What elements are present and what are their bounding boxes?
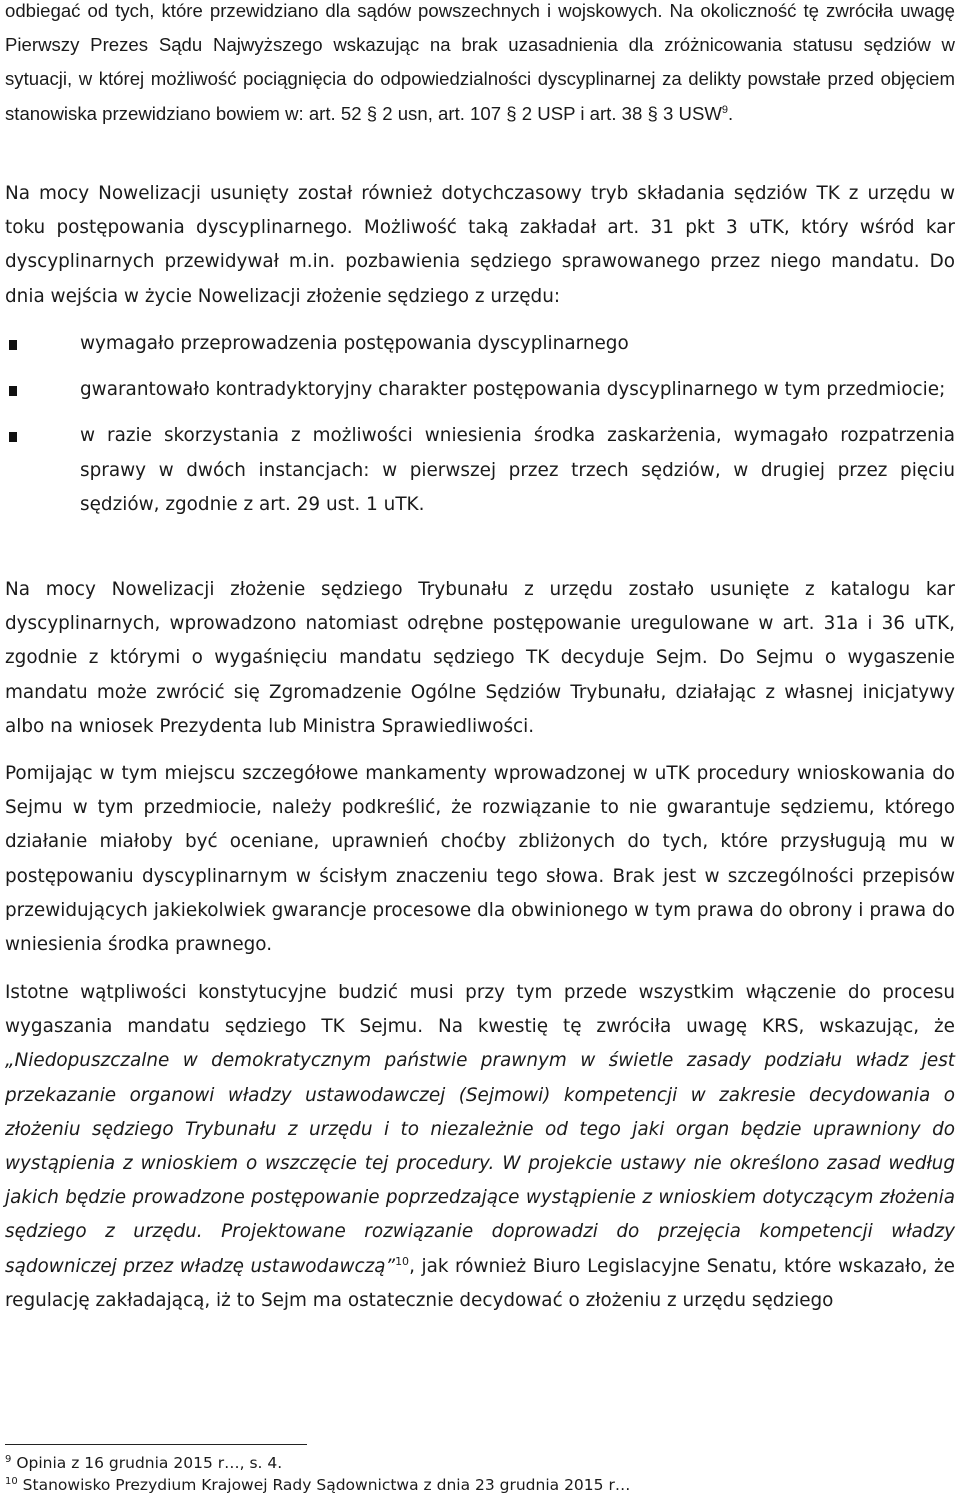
paragraph-4: Pomijając w tym miejscu szczegółowe mankamenty wprowadzonej w uTK procedury wnioskowania do Sejmu w tym przedmiocie, należy podkreślić, że rozwiązanie to nie gwarantuje sędziemu, którego działanie miałoby być oceniane, uprawnień choćby zbliżonych do tych, które przysługują mu w postępowaniu dyscyplinarnym w ścisłym znaczeniu tego słowa. Brak jest w szczególności przepisów przewidujących jakiekolwiek gwarancje procesowe dla obwinionego w tym prawa do obrony i prawa do wniesienia środka prawnego. xyxy=(5,763,955,956)
footnote-number: 10 xyxy=(5,1475,18,1487)
paragraph-3: Na mocy Nowelizacji złożenie sędziego Trybunału z urzędu zostało usunięte z katalogu kar dyscyplinarnych, wprowadzono natomiast odrębne postępowanie uregulowane w art. 31a i 36 uTK, zgodnie z którymi o wygaśnięciu mandatu sędziego TK decyduje Sejm. Do Sejmu o wygaszenie mandatu może zwrócić się Zgromadzenie Ogólne Sędziów Trybunału, działając z własnej inicjatywy albo na wniosek Prezydenta lub Ministra Sprawiedliwości. xyxy=(5,579,955,737)
footnote-text: Opinia z 16 grudnia 2015 r…, s. 4. xyxy=(16,1454,283,1472)
paragraph-1-text: odbiegać od tych, które przewidziano dla sądów powszechnych i wojskowych. Na okoliczność tę zwróciła uwagę Pierwszy Prezes Sądu Najwyższego wskazując na brak uzasadnienia dla zróżnicowania statusu sędziów w sytuacji, w której możliwość pociągnięcia do odpowiedzialności dyscyplinarnej za delikty powstałe przed objęciem stanowiska przewidziano bowiem w: art. 52 § 2 usn, art. 107 § 2 USP i art. 38 § 3 USW xyxy=(5,0,955,124)
list-item-text: w razie skorzystania z możliwości wniesienia środka zaskarżenia, wymagało rozpatrzenia sprawy w dwóch instancjach: w pierwszej przez trzech sędziów, w drugiej przez pięciu sędziów, zgodnie z art. 29 ust. 1 uTK. xyxy=(80,425,955,515)
footnote-text: Stanowisko Prezydium Krajowej Rady Sądownictwa z dnia 23 grudnia 2015 r… xyxy=(22,1476,631,1494)
paragraph-5 xyxy=(5,976,955,1318)
list-item-text: wymagało przeprowadzenia postępowania dyscyplinarnego xyxy=(80,333,629,354)
paragraph-1 xyxy=(5,0,955,131)
list-item xyxy=(5,419,955,522)
footnote-separator xyxy=(5,1444,307,1445)
square-bullet-icon xyxy=(9,340,17,350)
paragraph-2: Na mocy Nowelizacji usunięty został również dotychczasowy tryb składania sędziów TK z urzędu w toku postępowania dyscyplinarnego. Możliwość taką zakładał art. 31 pkt 3 uTK, który wśród kar dyscyplinarnych przewidywał m.in. pozbawienia sędziego sprawowanego przez niego mandatu. Do dnia wejścia w życie Nowelizacji złożenie sędziego z urzędu: xyxy=(5,183,955,307)
paragraph-5-text-b: , jak również Biuro Legislacyjne Senatu, które wskazało, że regulację zakładającą, iż to Sejm ma ostatecznie decydować o złożeniu z urzędu sędziego xyxy=(5,1255,955,1311)
footnote-9 xyxy=(5,1452,955,1474)
bullet-list xyxy=(5,327,955,534)
footnote-ref-10[interactable]: 10 xyxy=(395,1254,410,1268)
footnotes xyxy=(5,1452,955,1496)
list-item-text: gwarantowało kontradyktoryjny charakter postępowania dyscyplinarnego w tym przedmiocie; xyxy=(80,379,946,401)
paragraph-1-end: . xyxy=(728,102,734,124)
square-bullet-icon xyxy=(9,432,17,442)
footnote-ref-9[interactable]: 9 xyxy=(721,103,729,116)
list-item xyxy=(5,327,955,361)
footnote-10 xyxy=(5,1474,955,1496)
square-bullet-icon xyxy=(9,386,17,396)
list-item xyxy=(5,373,955,407)
krs-quote: „Niedopuszczalne w demokratycznym państwie prawnym w świetle zasady podziału władz jest przekazanie organowi władzy ustawodawczej (Sejmowi) kompetencji w zakresie decydowania o złożeniu sędziego Trybunału z urzędu i to niezależnie od tego jaki organ będzie uprawniony do wystąpienia z wnioskiem o wszczęcie tej procedury. W projekcie ustawy nie określono zasad według jakich będzie prowadzone postępowanie poprzedzające wystąpienie z wnioskiem dotyczącym złożenia sędziego z urzędu. Projektowane rozwiązanie doprowadzi do przejęcia kompetencji władzy sądowniczej przez władzę ustawodawczą” xyxy=(5,1050,955,1277)
footnote-number: 9 xyxy=(5,1453,12,1465)
paragraph-5-text-a: Istotne wątpliwości konstytucyjne budzić musi przy tym przede wszystkim włączenie do procesu wygaszania mandatu sędziego TK Sejmu. Na kwestię tę zwróciła uwagę KRS, wskazując, że xyxy=(5,982,955,1038)
